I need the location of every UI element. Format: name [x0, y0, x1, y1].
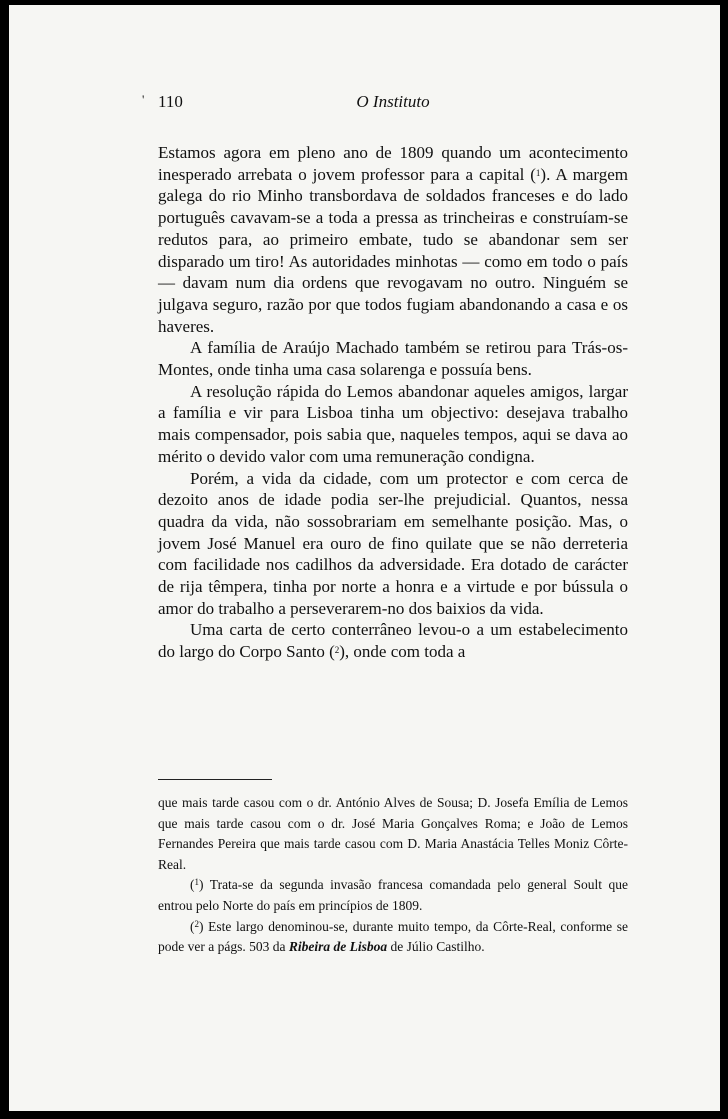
- page-mark: ': [142, 92, 145, 107]
- paragraph: Porém, a vida da cidade, com um protector e com cerca de dezoito anos de idade podia ser-lhe prejudicial. Quantos, nessa quadra da vida, não sossobrariam em semelhante posição. Mas, o jovem José Manuel era ouro de fino quilate que se não derreteria com facilidade nos cadilhos da adversidade. Era dotado de carácter de rija têmpera, tinha por norte a honra e a virtude e por bússula o amor do trabalho a perseverarem-no dos baixios da vida.: [158, 468, 628, 618]
- running-header: [158, 92, 628, 116]
- page-number: 110: [158, 92, 183, 111]
- paragraph: Uma carta de certo conterrâneo levou-o a um estabelecimento do largo do Corpo Santo ($^2$), onde com toda a: [158, 620, 628, 662]
- footnote-1: ($^1$) Trata-se da segunda invasão francesa comandada pelo general Soult que entrou pelo Norte do país em princípios de 1809.: [158, 877, 628, 913]
- footnote-ref: 1: [535, 167, 541, 178]
- footnote-continuation: que mais tarde casou com o dr. António Alves de Sousa; D. Josefa Emília de Lemos que mais tarde casou com o dr. José Maria Gonçalves Roma; e João de Lemos Fernandes Pereira que mais tarde casou com D. Maria Anastácia Telles Moniz Côrte-Real.: [158, 795, 628, 872]
- running-title: O Instituto: [356, 92, 430, 111]
- paragraph: Estamos agora em pleno ano de 1809 quando um acontecimento inesperado arrebata o jovem professor para a capital ($^1$). A margem galega do rio Minho transbordava de soldados franceses e do lado português cavavam-se a toda a pressa as trincheiras e construíam-se redutos para, ao primeiro embate, tudo se abandonar sem ser disparado um tiro! As autoridades minhotas — como em todo o país — davam num dia ordens que revogavam no outro. Ninguém se julgava seguro, razão por que todos fugiam abandonando a casa e os haveres.: [158, 143, 628, 336]
- paragraph: A família de Araújo Machado também se retirou para Trás-os-Montes, onde tinha uma casa solarenga e possuía bens.: [158, 338, 628, 380]
- footnote-rule: [158, 779, 272, 780]
- body-text: [158, 142, 628, 663]
- footnote-ref: 2: [334, 645, 340, 656]
- footnotes: [158, 793, 628, 958]
- footnote-2: ($^2$) Este largo denominou-se, durante muito tempo, da Côrte-Real, conforme se pode ver a págs. 503 da Ribeira de Lisboa de Júlio Castilho.: [158, 918, 629, 955]
- book-title: Ribeira de Lisboa: [288, 939, 388, 955]
- paragraph: A resolução rápida do Lemos abandonar aqueles amigos, largar a família e vir para Lisboa tinha um objectivo: desejava trabalho mais compensador, pois sabia que, naqueles tempos, aqui se dava ao mérito o devido valor com uma remuneração condigna.: [158, 381, 628, 466]
